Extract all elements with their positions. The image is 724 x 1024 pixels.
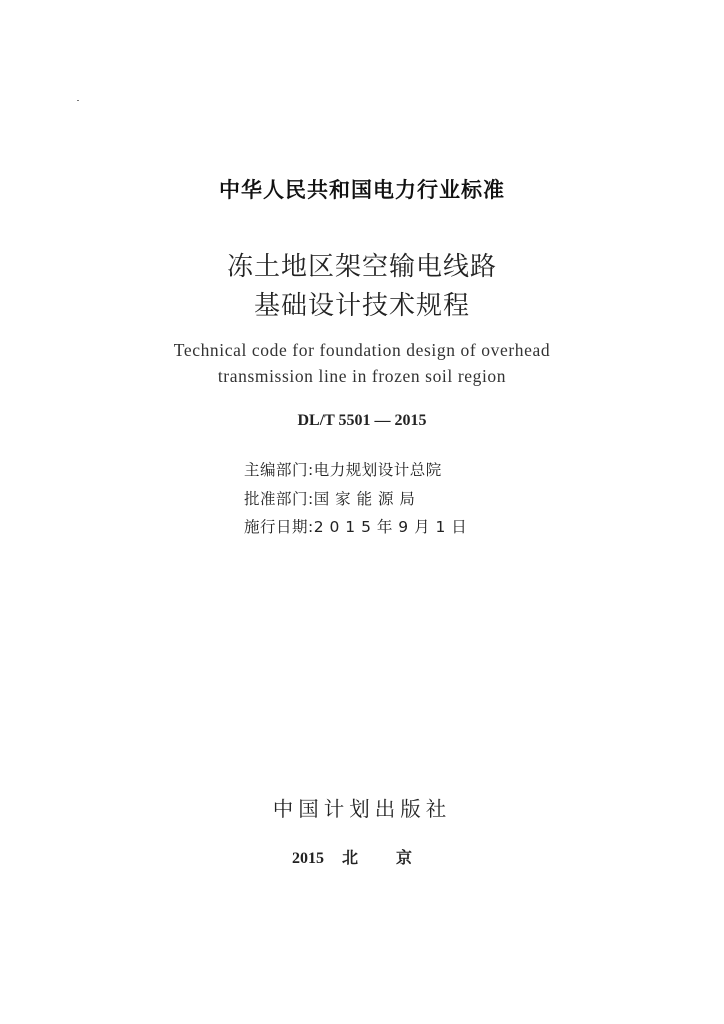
standard-code: DL/T 5501 — 2015	[297, 412, 427, 429]
editor-department: 主编部门:电力规划设计总院	[244, 461, 442, 479]
english-title-line-2: transmission line in frozen soil region	[217, 366, 507, 386]
publisher-name: 中国计划出版社	[272, 797, 452, 821]
chinese-title-line-2: 基础设计技术规程	[253, 291, 470, 321]
imprint-city: 北京	[342, 848, 451, 867]
approval-department: 批准部门:国 家 能 源 局	[244, 490, 416, 508]
scan-speck	[77, 100, 79, 101]
chinese-title-line-1: 冻土地区架空输电线路	[226, 252, 497, 282]
standard-category-header: 中华人民共和国电力行业标准	[219, 178, 505, 202]
english-title-line-1: Technical code for foundation design of overhead	[173, 340, 551, 360]
effective-date: 施行日期:2 0 1 5 年 9 月 1 日	[244, 518, 468, 536]
imprint	[292, 845, 450, 868]
imprint-year: 2015	[292, 850, 324, 867]
